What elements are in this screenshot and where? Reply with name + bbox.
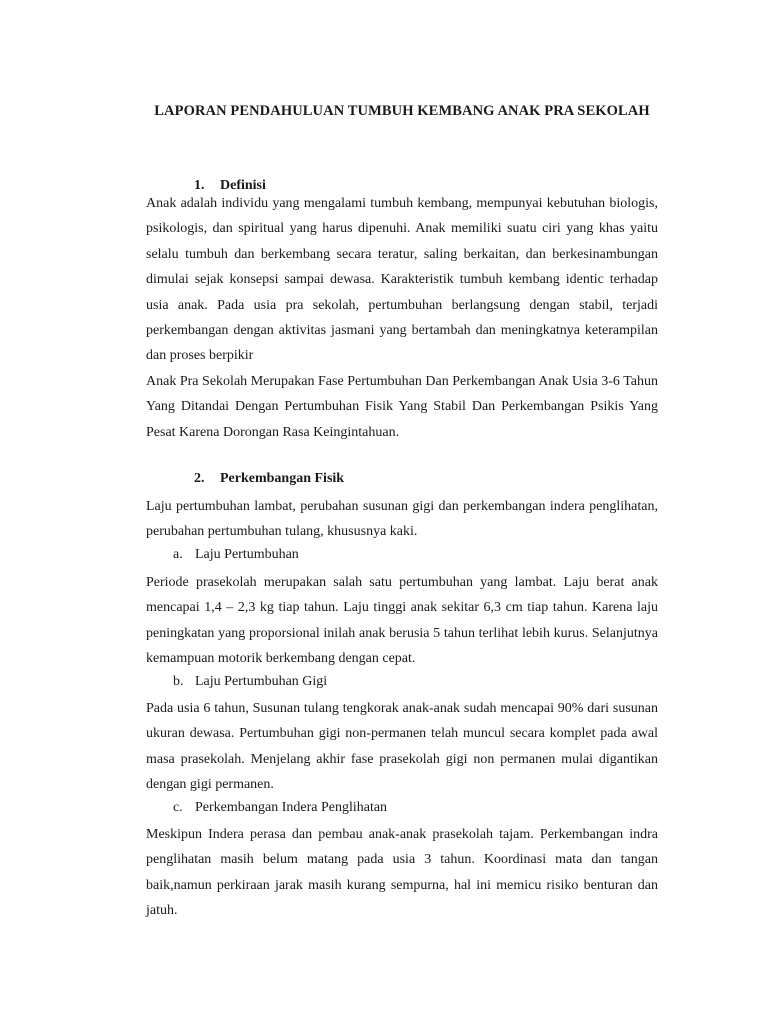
definisi-paragraph-1: Anak adalah individu yang mengalami tumbuh kembang, mempunyai kebutuhan biologis, psikologis, dan spiritual yang harus dipenuhi. Anak memiliki suatu ciri yang khas yaitu selalu tumbuh dan berkembang secara teratur, saling berkaitan, dan berkesinambungan dimulai sejak konsepsi sampai dewasa. Karakteristik tumbuh kembang identic terhadap usia anak. Pada usia pra sekolah, pertumbuhan berlangsung dengan stabil, terjadi perkembangan dengan aktivitas jasmani yang bertambah dan meningkatnya keterampilan dan proses berpikir (146, 196, 658, 364)
subsection-b-paragraph: Pada usia 6 tahun, Susunan tulang tengkorak anak-anak sudah mencapai 90% dari susunan ukuran dewasa. Pertumbuhan gigi non-permanen telah muncul secara komplet pada awal masa prasekolah. Menjelang akhir fase prasekolah gigi non permanen mulai digantikan dengan gigi permanen. (146, 701, 658, 793)
subsection-b-title: Laju Pertumbuhan Gigi (195, 674, 328, 689)
subsection-a-paragraph: Periode prasekolah merupakan salah satu pertumbuhan yang lambat. Laju berat anak mencapai 1,4 – 2,3 kg tiap tahun. Laju tinggi anak sekitar 6,3 cm tiap tahun. Karena laju peningkatan yang proporsional inilah anak berusia 5 tahun terlihat lebih kurus. Selanjutnya kemampuan motorik berkembang dengan cepat. (146, 575, 658, 667)
subsection-c-heading (173, 800, 387, 816)
perkembangan-fisik-intro: Laju pertumbuhan lambat, perubahan susunan gigi dan perkembangan indera penglihatan, perubahan pertumbuhan tulang, khususnya kaki. (146, 499, 658, 540)
document-title: LAPORAN PENDAHULUAN TUMBUH KEMBANG ANAK PRA SEKOLAH (154, 103, 650, 119)
subsection-a-title: Laju Pertumbuhan (195, 547, 299, 562)
section-1-number: 1. (194, 178, 205, 193)
section-2-heading (194, 471, 344, 487)
definisi-paragraph-2: Anak Pra Sekolah Merupakan Fase Pertumbuhan Dan Perkembangan Anak Usia 3-6 Tahun Yang Ditandai Dengan Pertumbuhan Fisik Yang Stabil Dan Perkembangan Psikis Yang Pesat Karena Dorongan Rasa Keingintahuan. (146, 374, 658, 440)
subsection-c-letter: c. (173, 800, 183, 815)
section-2-number: 2. (194, 471, 205, 486)
subsection-b-letter: b. (173, 674, 184, 689)
subsection-a-heading (173, 547, 299, 563)
subsection-a-letter: a. (173, 547, 183, 562)
subsection-c-title: Perkembangan Indera Penglihatan (195, 800, 388, 815)
subsection-c-paragraph: Meskipun Indera perasa dan pembau anak-anak prasekolah tajam. Perkembangan indra penglihatan masih belum matang pada usia 3 tahun. Koordinasi mata dan tangan baik,namun perkiraan jarak masih kurang sempurna, hal ini memicu risiko benturan dan jatuh. (146, 827, 658, 919)
section-2-title: Perkembangan Fisik (220, 471, 345, 486)
section-1-title: Definisi (220, 178, 266, 193)
subsection-b-heading (173, 674, 327, 690)
